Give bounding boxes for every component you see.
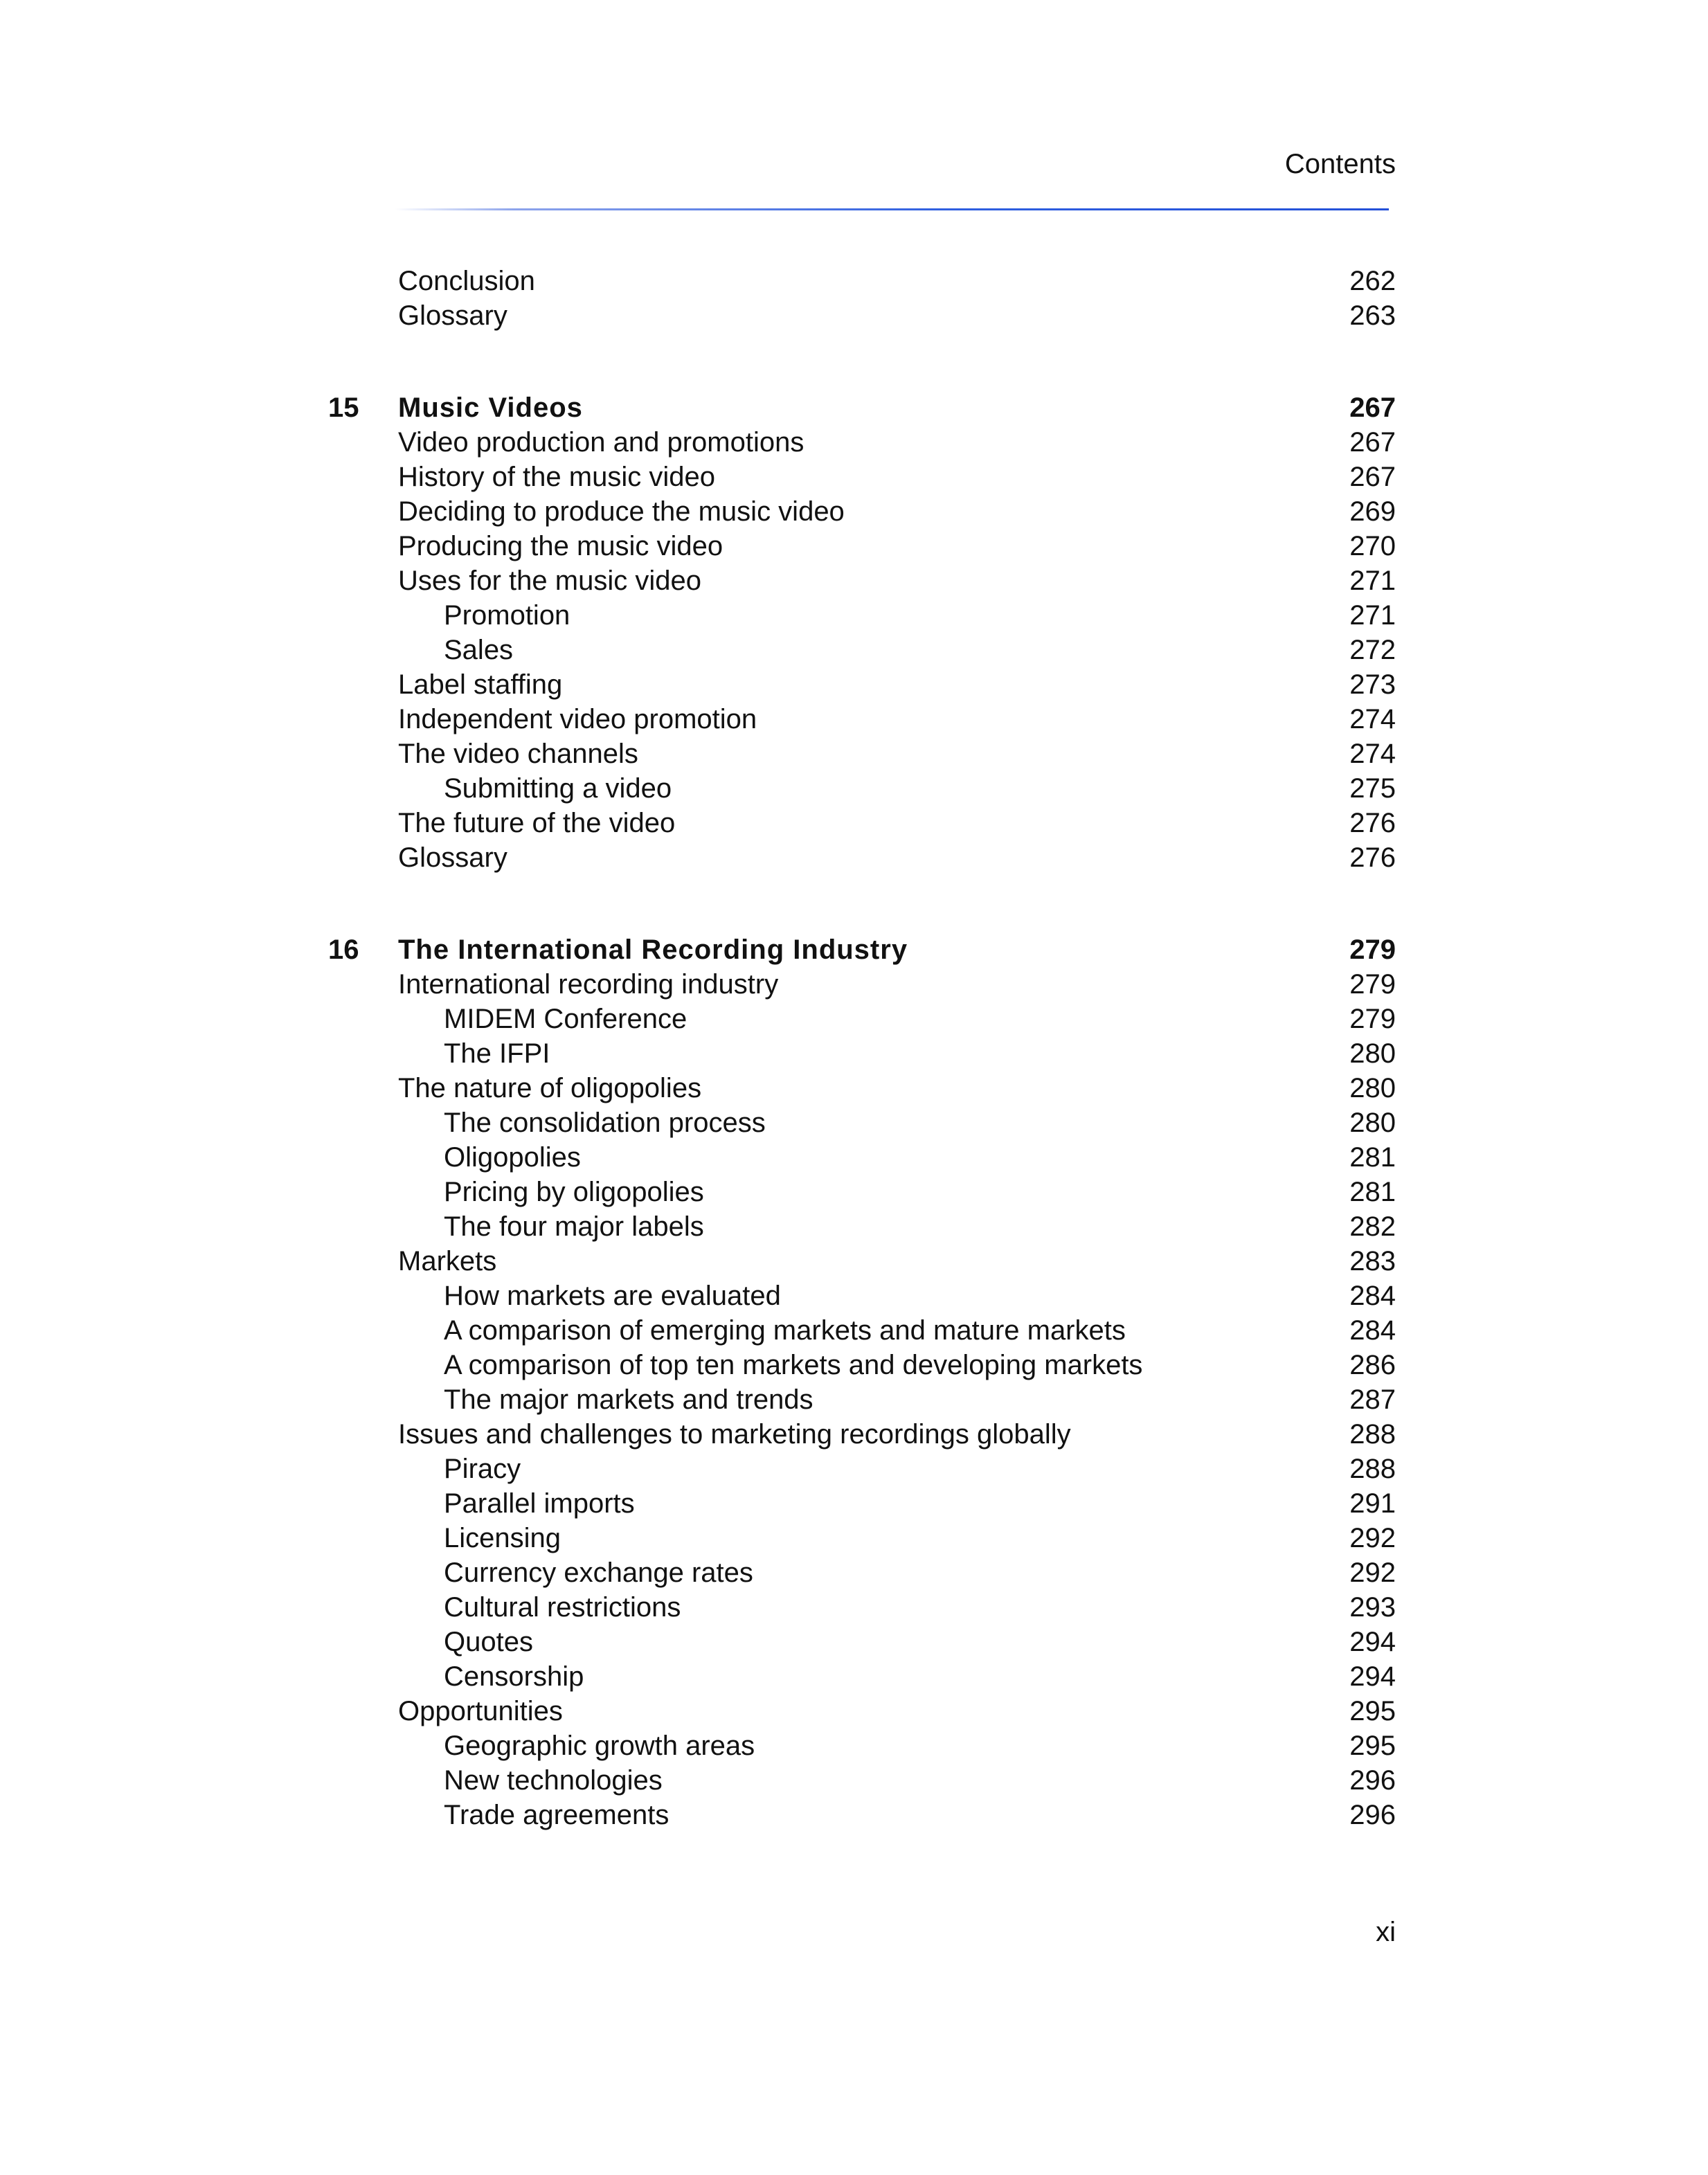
entry-title: International recording industry [398,969,779,1000]
toc-entry [0,702,1708,737]
toc-subentry [0,771,1708,806]
entry-title: The video channels [398,739,638,769]
toc-subentry [0,1486,1708,1521]
entry-title: Deciding to produce the music video [398,496,845,527]
entry-title: Censorship [444,1661,584,1692]
entry-title: The future of the video [398,808,676,838]
toc-subentry [0,1209,1708,1244]
entry-page: 271 [1349,566,1396,596]
entry-title: Opportunities [398,1696,563,1726]
toc-subentry [0,1590,1708,1625]
entry-title: MIDEM Conference [444,1004,687,1034]
entry-page: 292 [1349,1523,1396,1553]
toc-subentry [0,598,1708,633]
entry-title: A comparison of emerging markets and mature markets [444,1315,1126,1346]
entry-page: 269 [1349,496,1396,527]
entry-title: Independent video promotion [398,704,757,734]
entry-title: Quotes [444,1627,533,1657]
entry-page: 292 [1349,1558,1396,1588]
page-number: xi [1376,1917,1396,1947]
entry-page: 276 [1349,842,1396,873]
entry-title: Trade agreements [444,1800,669,1830]
entry-title: Markets [398,1246,497,1276]
entry-page: 267 [1349,427,1396,458]
entry-page: 280 [1349,1038,1396,1069]
toc-entry [0,840,1708,875]
toc-subentry [0,1348,1708,1382]
chapter-page: 279 [1349,935,1396,965]
entry-title: Oligopolies [444,1142,581,1173]
entry-page: 296 [1349,1800,1396,1830]
entry-title: Uses for the music video [398,566,701,596]
toc-subentry [0,1175,1708,1209]
entry-title: Glossary [398,842,507,873]
entry-page: 286 [1349,1350,1396,1380]
entry-title: Promotion [444,600,570,631]
entry-title: How markets are evaluated [444,1281,781,1311]
entry-title: Conclusion [398,266,535,296]
entry-title: The consolidation process [444,1108,766,1138]
entry-page: 295 [1349,1731,1396,1761]
toc-entry [0,1244,1708,1279]
toc-subentry [0,1382,1708,1417]
toc-entry [0,494,1708,529]
entry-title: Parallel imports [444,1488,635,1519]
entry-page: 273 [1349,669,1396,700]
entry-page: 293 [1349,1592,1396,1623]
entry-page: 279 [1349,1004,1396,1034]
entry-title: The nature of oligopolies [398,1073,702,1103]
running-head: Contents [1284,149,1396,179]
chapter-heading [0,932,1708,967]
toc-subentry [0,1002,1708,1036]
entry-page: 263 [1349,300,1396,331]
entry-page: 276 [1349,808,1396,838]
entry-title: Cultural restrictions [444,1592,681,1623]
chapter-number: 15 [328,392,359,423]
toc-entry [0,563,1708,598]
entry-title: Sales [444,635,514,665]
entry-title: History of the music video [398,462,715,492]
entry-page: 274 [1349,704,1396,734]
chapter-number: 16 [328,935,359,965]
entry-page: 284 [1349,1281,1396,1311]
entry-title: Licensing [444,1523,561,1553]
entry-page: 281 [1349,1177,1396,1207]
toc-subentry [0,1521,1708,1555]
entry-page: 267 [1349,462,1396,492]
entry-page: 280 [1349,1108,1396,1138]
toc-entry [0,806,1708,840]
toc-subentry [0,633,1708,667]
entry-title: The major markets and trends [444,1384,813,1415]
entry-title: Producing the music video [398,531,723,561]
entry-title: Submitting a video [444,773,672,804]
entry-title: Label staffing [398,669,563,700]
toc-subentry [0,1452,1708,1486]
toc-entry [0,967,1708,1002]
chapter-page: 267 [1349,392,1396,423]
entry-title: Geographic growth areas [444,1731,755,1761]
entry-page: 271 [1349,600,1396,631]
entry-page: 287 [1349,1384,1396,1415]
toc-entry [0,1071,1708,1105]
entry-page: 282 [1349,1211,1396,1242]
entry-page: 274 [1349,739,1396,769]
entry-title: Glossary [398,300,507,331]
toc-entry [0,264,1708,298]
entry-page: 270 [1349,531,1396,561]
entry-page: 284 [1349,1315,1396,1346]
entry-page: 272 [1349,635,1396,665]
entry-title: Currency exchange rates [444,1558,753,1588]
entry-title: Issues and challenges to marketing recordings globally [398,1419,1071,1450]
chapter-title: The International Recording Industry [398,935,908,965]
chapter-heading [0,390,1708,425]
entry-title: Piracy [444,1454,521,1484]
entry-page: 283 [1349,1246,1396,1276]
entry-title: Video production and promotions [398,427,804,458]
entry-page: 288 [1349,1454,1396,1484]
chapter-title: Music Videos [398,392,583,423]
entry-title: A comparison of top ten markets and developing markets [444,1350,1143,1380]
entry-page: 281 [1349,1142,1396,1173]
entry-page: 294 [1349,1627,1396,1657]
toc-subentry [0,1140,1708,1175]
entry-page: 262 [1349,266,1396,296]
entry-title: The four major labels [444,1211,704,1242]
toc-subentry [0,1036,1708,1071]
entry-page: 296 [1349,1765,1396,1796]
toc-entry [0,298,1708,333]
toc-subentry [0,1625,1708,1659]
entry-title: New technologies [444,1765,663,1796]
toc-entry [0,460,1708,494]
toc-subentry [0,1659,1708,1694]
entry-page: 288 [1349,1419,1396,1450]
entry-page: 291 [1349,1488,1396,1519]
toc-subentry [0,1279,1708,1313]
toc-entry [0,737,1708,771]
toc-entry [0,425,1708,460]
toc-entry [0,1417,1708,1452]
toc-subentry [0,1763,1708,1798]
toc-subentry [0,1798,1708,1832]
toc-entry [0,529,1708,563]
toc-entry [0,667,1708,702]
entry-page: 275 [1349,773,1396,804]
header-rule [395,208,1389,210]
entry-title: The IFPI [444,1038,550,1069]
entry-title: Pricing by oligopolies [444,1177,704,1207]
toc-subentry [0,1555,1708,1590]
toc-entry [0,1694,1708,1729]
entry-page: 279 [1349,969,1396,1000]
toc-subentry [0,1313,1708,1348]
entry-page: 295 [1349,1696,1396,1726]
entry-page: 280 [1349,1073,1396,1103]
entry-page: 294 [1349,1661,1396,1692]
toc-subentry [0,1729,1708,1763]
toc-subentry [0,1105,1708,1140]
